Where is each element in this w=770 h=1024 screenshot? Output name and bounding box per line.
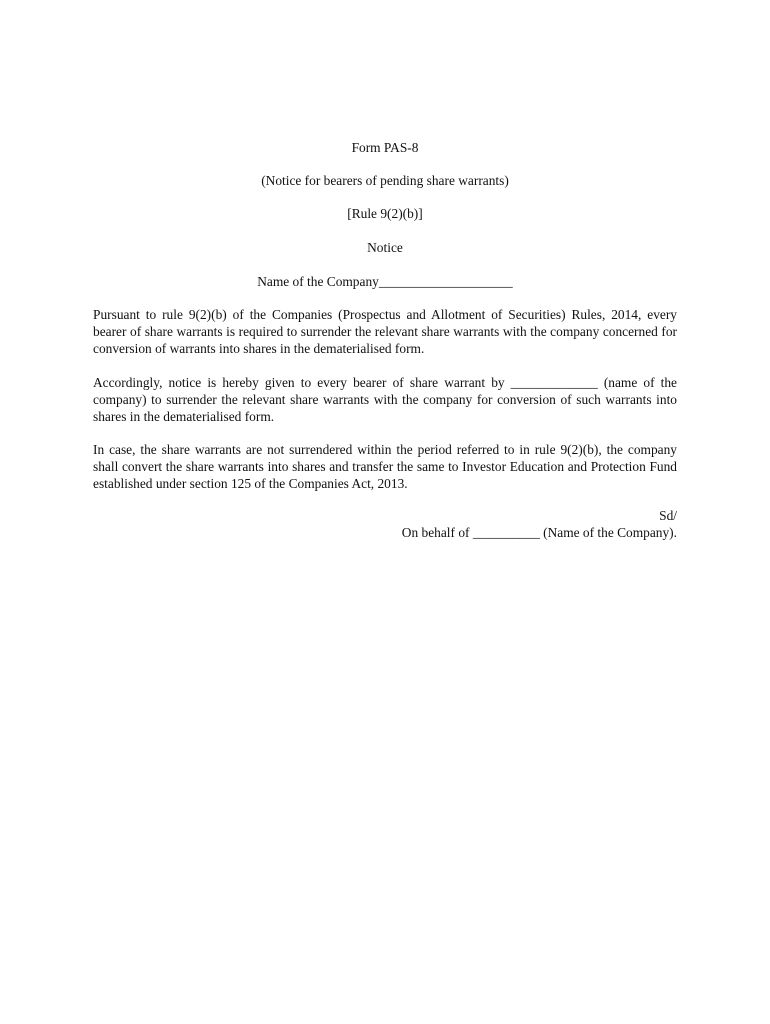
rule-reference: [Rule 9(2)(b)] [347,206,423,221]
form-title: Form PAS-8 [351,140,419,155]
signature-on-behalf: On behalf of __________ (Name of the Company). [401,525,677,540]
paragraph-pursuant: Pursuant to rule 9(2)(b) of the Companies (Prospectus and Allotment of Securities) Rules, 2014, every bearer of share warrants is required to surrender the relevant share warrants with the company concerned for conversion of warrants into shares in the dematerialised form. [93,307,677,356]
company-name-line: Name of the Company____________________ [257,274,513,289]
form-subtitle: (Notice for bearers of pending share warrants) [261,173,509,188]
paragraph-in-case: In case, the share warrants are not surrendered within the period referred to in rule 9(2)(b), the company shall convert the share warrants into shares and transfer the same to Investor Education and Protection Fund established under section 125 of the Companies Act, 2013. [93,442,677,491]
notice-heading: Notice [367,240,403,255]
paragraph-accordingly: Accordingly, notice is hereby given to every bearer of share warrant by _____________ (name of the company) to surrender the relevant share warrants with the company for conversion of such warrants into shares in the dematerialised form. [93,375,677,424]
signature-sd: Sd/ [659,508,677,523]
